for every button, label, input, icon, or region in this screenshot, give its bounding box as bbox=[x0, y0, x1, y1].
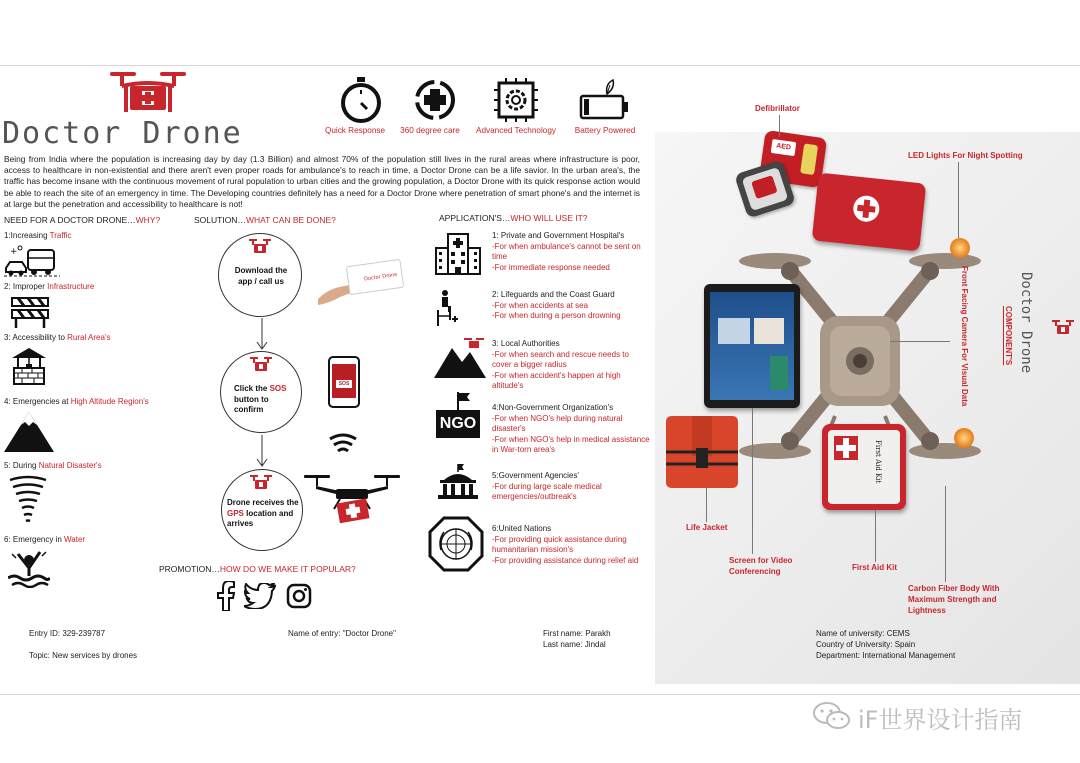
need-item: 6: Emergency in Water bbox=[4, 535, 86, 544]
government-building-icon bbox=[436, 464, 480, 500]
sos-badge: SOS bbox=[336, 380, 352, 388]
battery-icon bbox=[579, 78, 631, 122]
label-camera: Front Facing Camera For Visual Data bbox=[960, 266, 969, 407]
leader-line bbox=[779, 115, 780, 137]
feature-label: Battery Powered bbox=[574, 126, 636, 135]
last-name: Last name: Jindal bbox=[543, 640, 606, 649]
leader-line bbox=[706, 486, 707, 522]
application-item: 3: Local Authorities -For when search and rescue needs to cover a bigger radius -For when accident's happen at high altitude's bbox=[492, 339, 629, 391]
drone-small-icon bbox=[249, 239, 271, 255]
mountain-rescue-icon bbox=[434, 338, 486, 378]
ngo-icon bbox=[436, 392, 480, 448]
drone-logo-icon bbox=[1052, 320, 1074, 336]
ngo-label: NGO bbox=[436, 410, 480, 438]
arrow-down-icon bbox=[256, 435, 268, 467]
wechat-icon bbox=[812, 701, 852, 731]
label-led: LED Lights For Night Spotting bbox=[908, 151, 1023, 160]
label-first-aid: First Aid Kit bbox=[852, 563, 898, 572]
drone-small-icon bbox=[250, 475, 272, 491]
university: Name of university: CEMS bbox=[816, 629, 910, 638]
united-nations-icon bbox=[428, 516, 484, 572]
step-download-text: Download the app / call us bbox=[234, 266, 288, 286]
watermark: iF世界设计指南 bbox=[858, 706, 1023, 734]
defibrillator-device: AED bbox=[759, 130, 827, 188]
feature-label: 360 degree care bbox=[400, 126, 460, 135]
components-label: COMPONENT'S bbox=[1004, 306, 1013, 366]
entry-name: Name of entry: "Doctor Drone" bbox=[288, 629, 396, 638]
wifi-signal-icon bbox=[328, 433, 358, 457]
department: Department: International Management bbox=[816, 651, 956, 660]
leader-line bbox=[752, 408, 753, 554]
led-light bbox=[950, 238, 970, 258]
lifeguard-icon bbox=[436, 290, 458, 326]
promotion-heading: PROMOTION…HOW DO WE MAKE IT POPULAR? bbox=[159, 564, 356, 574]
road-barrier-icon bbox=[10, 294, 50, 328]
step-gps-text: Drone receives the GPS location and arrives bbox=[227, 498, 299, 528]
label-life-jacket: Life Jacket bbox=[686, 523, 728, 532]
poster-title: Doctor Drone bbox=[2, 116, 243, 151]
leader-line bbox=[875, 510, 876, 562]
application-item: 6:United Nations -For providing quick assistance during humanitarian mission's -For providing assistance during relief aid bbox=[492, 524, 639, 565]
application-item: 5:Government Agencies' -For during large scale medical emergencies/outbreak's bbox=[492, 471, 602, 502]
need-item: 5: During Natural Disaster's bbox=[4, 461, 102, 470]
side-title: Doctor Drone bbox=[1018, 272, 1034, 374]
leader-line bbox=[890, 341, 950, 342]
life-jacket bbox=[662, 412, 742, 492]
drowning-icon bbox=[8, 548, 50, 588]
topic: Topic: New services by drones bbox=[29, 651, 138, 660]
facebook-icon[interactable] bbox=[217, 581, 235, 611]
instagram-icon[interactable] bbox=[286, 583, 312, 609]
arrow-down-icon bbox=[256, 318, 268, 350]
led-light bbox=[954, 428, 974, 448]
solution-heading: SOLUTION…WHAT CAN BE DONE? bbox=[194, 215, 336, 225]
applications-heading: APPLICATION'S…WHO WILL USE IT? bbox=[439, 213, 588, 223]
poster bbox=[0, 66, 1080, 618]
svg-text:+: + bbox=[10, 247, 18, 257]
traffic-icon bbox=[4, 242, 60, 278]
need-item: 2: Improper Infrastructure bbox=[4, 282, 95, 291]
gear-chip-icon bbox=[494, 78, 538, 122]
application-item: 2: Lifeguards and the Coast Guard -For when accidents at sea -For when during a person drowning bbox=[492, 290, 621, 321]
feature-label: Quick Response bbox=[324, 126, 386, 135]
label-defibrillator: Defibrillator bbox=[755, 104, 800, 113]
phone-sos-icon bbox=[328, 356, 360, 408]
need-item: 1:Increasing Traffic bbox=[4, 231, 72, 240]
tornado-icon bbox=[8, 474, 48, 524]
drone-medical-icon bbox=[304, 469, 400, 529]
video-screen-tablet bbox=[704, 284, 800, 408]
mountain-icon bbox=[4, 410, 54, 452]
leader-line bbox=[958, 162, 959, 238]
label-screen: Screen for Video Conferencing bbox=[729, 556, 793, 576]
stopwatch-icon bbox=[339, 76, 383, 124]
label-carbon: Carbon Fiber Body With Maximum Strength and Lightness bbox=[908, 584, 1000, 615]
twitter-icon[interactable] bbox=[244, 583, 276, 609]
need-heading: NEED FOR A DOCTOR DRONE…WHY? bbox=[4, 215, 161, 225]
step-sos-text: Click the SOS button to confirm bbox=[234, 384, 287, 414]
drone-small-icon bbox=[250, 357, 272, 373]
first-name: First name: Parakh bbox=[543, 629, 611, 638]
bottom-divider bbox=[0, 694, 1080, 695]
rural-well-icon bbox=[10, 346, 48, 386]
application-item: 4:Non-Government Organization's -For when NGO's help during natural disaster's -For when NGO's help in medical assistance in War-torn area's bbox=[492, 403, 650, 455]
need-item: 4: Emergencies at High Altitude Region's bbox=[4, 397, 149, 406]
medical-cross-icon bbox=[413, 78, 457, 122]
need-item: 3: Accessibility to Rural Area's bbox=[4, 333, 111, 342]
country: Country of University: Spain bbox=[816, 640, 916, 649]
drone-logo-icon bbox=[108, 68, 188, 114]
hand-card-icon bbox=[318, 259, 406, 305]
hospital-icon bbox=[434, 232, 482, 276]
feature-label: Advanced Technology bbox=[476, 126, 556, 135]
leader-line bbox=[945, 486, 946, 582]
svg-text:Doctor Drone: Doctor Drone bbox=[363, 271, 398, 283]
intro-paragraph: Being from India where the population is increasing day by day (1.3 Billion) and almost 70% of the population still lives in the rural areas where infrastructure is poor, access to healthcare in non-existential and there aren't even proper roads for ambulance's to reach in time, a Doctor Drone can be a life savior. In the urban area's, the traffic has become insane with the continuous movement of rural population to urban cities and the growing population, a Doctor Drone with its quick response action would be able to reach the site of an emergency in time. The Developing countries definitely has a need for a Doctor Drone where penetration of smart phone's and the internet is at large but the penetration and accessibility to healthcare is not! bbox=[4, 154, 640, 209]
entry-id: Entry ID: 329-239787 bbox=[29, 629, 106, 638]
application-item: 1: Private and Government Hospital's -For when ambulance's cannot be sent on time -For immediate response needed bbox=[492, 231, 641, 272]
first-aid-kit: First Aid Kit bbox=[822, 424, 906, 510]
